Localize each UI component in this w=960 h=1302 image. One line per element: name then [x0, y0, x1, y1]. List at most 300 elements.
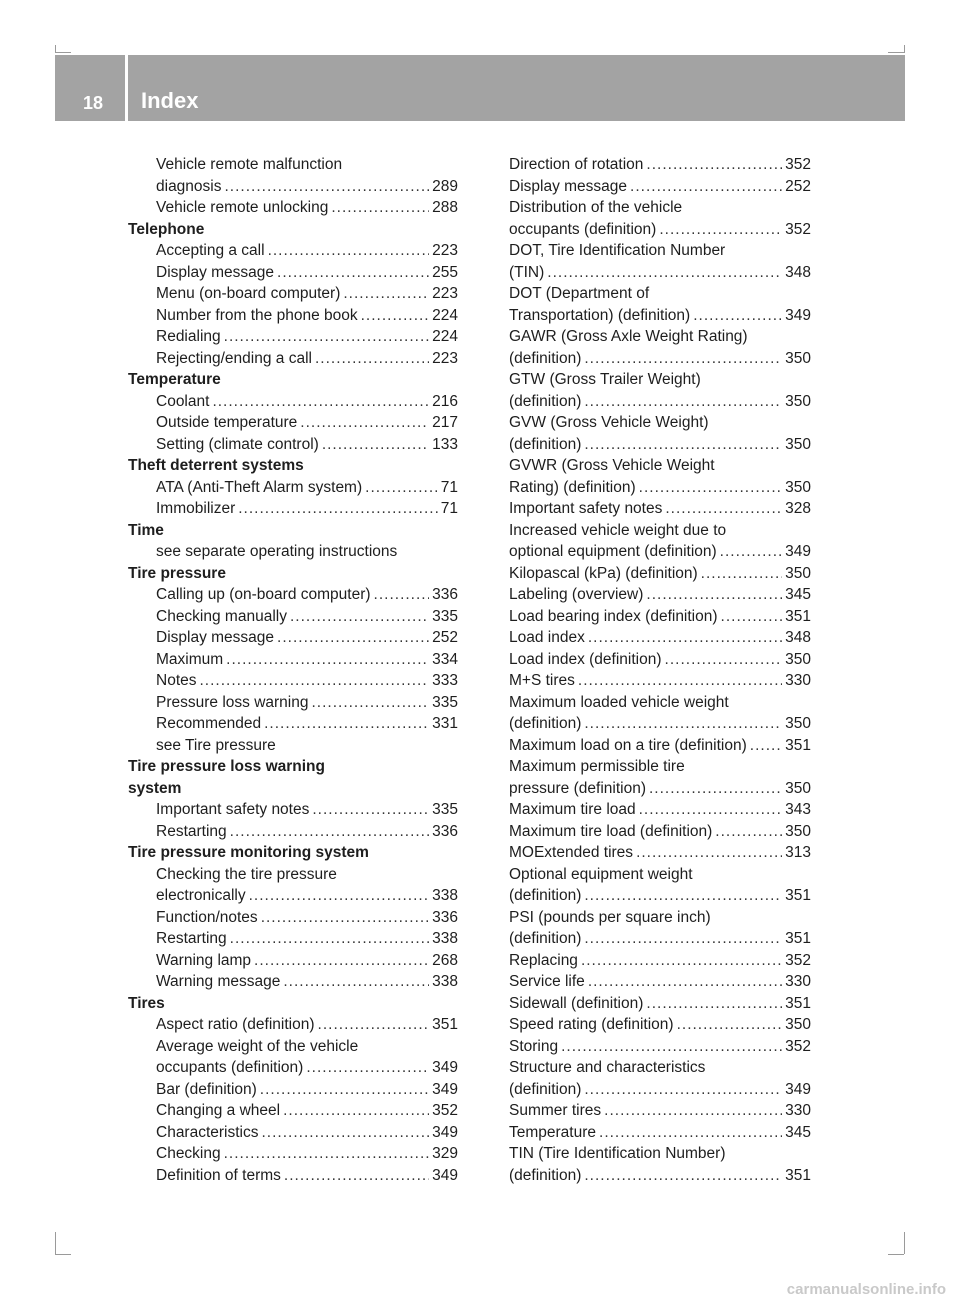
- dot-leader: [639, 799, 783, 821]
- index-entry: [128, 1143, 458, 1165]
- page-reference: 345: [785, 586, 811, 603]
- dot-leader: [750, 735, 782, 757]
- entry-label: Warning lamp: [156, 951, 252, 969]
- entry-label: electronically: [156, 887, 246, 904]
- index-entry: [128, 670, 458, 692]
- page-reference: 350: [785, 435, 811, 453]
- entry-label: optional equipment (definition): [509, 543, 717, 560]
- entry-label: Important safety notes: [509, 500, 663, 517]
- entry-label: Display message: [156, 263, 275, 281]
- page-reference: 336: [432, 586, 458, 603]
- page-reference: 336: [432, 908, 458, 926]
- index-entry: [128, 950, 458, 972]
- entry-label: Maximum tire load: [509, 801, 636, 818]
- page-header: [55, 55, 905, 121]
- entry-label: Changing a wheel: [156, 1102, 281, 1119]
- index-entry: GAWR (Gross Axle Weight Rating): [509, 328, 748, 345]
- entry-label: Warning message: [156, 973, 281, 990]
- index-entry: [128, 305, 458, 327]
- page-reference: 330: [785, 1102, 811, 1119]
- dot-leader: [268, 240, 430, 262]
- entry-label: Checking: [156, 1145, 221, 1162]
- entry-label: Definition of terms: [156, 1166, 281, 1184]
- index-entry: [128, 262, 458, 284]
- page-reference: 349: [432, 1166, 458, 1184]
- index-entry: [509, 154, 811, 176]
- entry-label: Characteristics: [156, 1123, 259, 1141]
- page-reference: 352: [432, 1102, 458, 1119]
- entry-label: Storing: [509, 1037, 559, 1055]
- index-entry: Maximum permissible tire: [509, 758, 685, 775]
- dot-leader: [584, 928, 782, 950]
- entry-label: Checking manually: [156, 607, 287, 625]
- entry-label: (definition): [509, 1166, 582, 1184]
- page-reference: 350: [785, 822, 811, 840]
- index-entry: [128, 176, 458, 198]
- dot-leader: [649, 778, 782, 800]
- index-entry: Increased vehicle weight due to: [509, 521, 727, 539]
- index-entry: Vehicle remote malfunction: [156, 156, 343, 173]
- entry-label: Pressure loss warning: [156, 693, 309, 711]
- entry-label: Maximum tire load (definition): [509, 822, 713, 840]
- page-reference: 223: [432, 242, 458, 259]
- index-entry: [509, 219, 811, 241]
- entry-label: Immobilizer: [156, 500, 236, 517]
- index-entry: [509, 993, 811, 1015]
- dot-leader: [283, 1100, 429, 1122]
- page-reference: 349: [432, 1080, 458, 1098]
- index-entry: [509, 541, 811, 563]
- index-heading: Time: [128, 521, 164, 539]
- page-reference: 289: [432, 177, 458, 195]
- dot-leader: [277, 627, 429, 649]
- entry-label: (definition): [509, 930, 582, 947]
- index-entry: [128, 907, 458, 929]
- page-reference: 350: [785, 715, 811, 732]
- entry-label: Display message: [509, 177, 628, 195]
- index-entry: [509, 1165, 811, 1187]
- index-entry: Maximum loaded vehicle weight: [509, 693, 729, 711]
- page-reference: 351: [785, 930, 811, 947]
- entry-label: Load bearing index (definition): [509, 607, 718, 625]
- entry-label: pressure (definition): [509, 779, 646, 797]
- dot-leader: [311, 692, 429, 714]
- page-reference: 333: [432, 672, 458, 689]
- index-entry: GVW (Gross Vehicle Weight): [509, 414, 709, 431]
- crop-mark-top-left-h: [55, 52, 71, 53]
- page-reference: 351: [785, 994, 811, 1012]
- index-entry: TIN (Tire Identification Number): [509, 1145, 726, 1162]
- entry-label: Rejecting/ending a call: [156, 349, 312, 367]
- dot-leader: [283, 971, 429, 993]
- index-heading: Temperature: [128, 371, 221, 388]
- crop-mark-bottom-left-h: [55, 1254, 71, 1255]
- entry-label: Direction of rotation: [509, 156, 644, 173]
- entry-label: Vehicle remote unlocking: [156, 199, 329, 216]
- entry-label: Calling up (on-board computer): [156, 586, 371, 603]
- page-reference: 338: [432, 887, 458, 904]
- page-number: 18: [83, 93, 104, 113]
- entry-label: Bar (definition): [156, 1080, 257, 1098]
- crop-mark-top-left-v: [55, 45, 56, 53]
- watermark: carmanualsonline.info: [786, 1281, 946, 1298]
- dot-leader: [646, 154, 782, 176]
- index-heading: Theft deterrent systems: [128, 457, 304, 474]
- index-entry: [128, 971, 458, 993]
- dot-leader: [604, 1100, 782, 1122]
- page-reference: 216: [432, 392, 458, 410]
- page-reference: 288: [432, 199, 458, 216]
- entry-label: Function/notes: [156, 908, 258, 926]
- page-reference: 331: [432, 715, 458, 732]
- index-entry: Distribution of the vehicle: [509, 199, 683, 216]
- entry-label: (definition): [509, 715, 582, 732]
- dot-leader: [315, 348, 429, 370]
- dot-leader: [659, 219, 782, 241]
- index-entry: [509, 928, 811, 950]
- dot-leader: [264, 713, 429, 735]
- entry-label: ATA (Anti-Theft Alarm system): [156, 478, 363, 496]
- page-reference: 343: [785, 801, 811, 818]
- entry-label: Load index: [509, 629, 585, 646]
- page-reference: 335: [432, 693, 458, 711]
- page-reference: 348: [785, 629, 811, 646]
- dot-leader: [262, 1122, 430, 1144]
- index-entry: [509, 305, 811, 327]
- entry-label: Display message: [156, 629, 275, 646]
- entry-label: Load index (definition): [509, 650, 662, 668]
- index-entry: GVWR (Gross Vehicle Weight: [509, 457, 715, 474]
- header-divider: [125, 55, 128, 121]
- dot-leader: [277, 262, 429, 284]
- index-entry: [128, 348, 458, 370]
- page-reference: 224: [432, 328, 458, 345]
- entry-label: occupants (definition): [509, 220, 657, 238]
- index-entry: [509, 434, 811, 456]
- entry-label: Maximum: [156, 650, 224, 668]
- dot-leader: [721, 606, 783, 628]
- index-entry: [128, 928, 458, 950]
- entry-label: Speed rating (definition): [509, 1016, 674, 1033]
- entry-label: M+S tires: [509, 672, 575, 689]
- entry-label: (definition): [509, 392, 582, 410]
- crop-mark-bottom-right-v: [904, 1232, 905, 1254]
- index-entry: [128, 649, 458, 671]
- dot-leader: [331, 197, 429, 219]
- index-entry: [128, 283, 458, 305]
- page-reference: 352: [785, 156, 811, 173]
- index-entry: see Tire pressure: [156, 736, 276, 754]
- dot-leader: [361, 305, 430, 327]
- entry-label: Temperature: [509, 1123, 597, 1141]
- index-entry: Checking the tire pressure: [156, 865, 337, 883]
- dot-leader: [584, 885, 782, 907]
- page-reference: 350: [785, 1016, 811, 1033]
- entry-label: Restarting: [156, 930, 227, 947]
- dot-leader: [665, 498, 782, 520]
- page-reference: 350: [785, 650, 811, 668]
- index-entry: [128, 799, 458, 821]
- page-reference: 335: [432, 801, 458, 818]
- index-entry: [128, 240, 458, 262]
- page-reference: 352: [785, 220, 811, 238]
- entry-label: MOExtended tires: [509, 844, 634, 861]
- dot-leader: [584, 348, 782, 370]
- index-entry: [128, 584, 458, 606]
- dot-leader: [584, 434, 782, 456]
- page-reference: 336: [432, 822, 458, 840]
- index-entry: [128, 498, 458, 520]
- index-entry: [128, 821, 458, 843]
- dot-leader: [646, 993, 782, 1015]
- index-entry: [509, 1036, 811, 1058]
- page-reference: 352: [785, 1037, 811, 1055]
- page-reference: 351: [785, 1166, 811, 1184]
- dot-leader: [636, 842, 782, 864]
- dot-leader: [701, 563, 782, 585]
- page-reference: 329: [432, 1145, 458, 1162]
- index-entry: [128, 197, 458, 219]
- index-entry: [128, 713, 458, 735]
- index-entry: [509, 606, 811, 628]
- index-entry: [128, 477, 458, 499]
- index-entry: DOT (Department of: [509, 285, 650, 302]
- dot-leader: [224, 1143, 430, 1165]
- entry-label: (definition): [509, 1080, 582, 1098]
- dot-leader: [224, 326, 429, 348]
- page-reference: 351: [432, 1016, 458, 1033]
- dot-leader: [693, 305, 782, 327]
- index-entry: [128, 692, 458, 714]
- index-entry: [509, 391, 811, 413]
- entry-label: Replacing: [509, 951, 578, 969]
- entry-label: Sidewall (definition): [509, 994, 644, 1012]
- index-entry: PSI (pounds per square inch): [509, 908, 711, 926]
- page-reference: 252: [432, 629, 458, 646]
- dot-leader: [249, 885, 430, 907]
- index-entry: [509, 498, 811, 520]
- index-heading: system: [128, 779, 182, 797]
- index-entry: [128, 434, 458, 456]
- index-heading: Tires: [128, 994, 165, 1012]
- index-entry: [509, 1079, 811, 1101]
- page-reference: 349: [785, 306, 811, 324]
- page-reference: 252: [785, 177, 811, 195]
- index-entry: [128, 885, 458, 907]
- entry-label: Rating) (definition): [509, 478, 636, 496]
- dot-leader: [322, 434, 429, 456]
- index-entry: [128, 606, 458, 628]
- page-reference: 350: [785, 564, 811, 582]
- entry-label: Restarting: [156, 822, 227, 840]
- dot-leader: [300, 412, 429, 434]
- index-entry: [128, 1165, 458, 1187]
- page-reference: 349: [785, 1080, 811, 1098]
- dot-leader: [225, 176, 430, 198]
- crop-mark-top-right-v: [904, 45, 905, 53]
- index-entry: [509, 735, 811, 757]
- index-column-left: [128, 154, 458, 1186]
- section-title: Index: [141, 88, 199, 113]
- page-reference: 350: [785, 349, 811, 367]
- entry-label: Coolant: [156, 392, 210, 410]
- dot-leader: [312, 799, 429, 821]
- dot-leader: [306, 1057, 429, 1079]
- dot-leader: [230, 928, 429, 950]
- index-entry: [128, 1122, 458, 1144]
- dot-leader: [212, 391, 429, 413]
- index-entry: see separate operating instructions: [156, 543, 398, 560]
- page-reference: 352: [785, 951, 811, 969]
- index-heading: Telephone: [128, 220, 205, 238]
- dot-leader: [646, 584, 782, 606]
- dot-leader: [238, 498, 438, 520]
- entry-label: Kilopascal (kPa) (definition): [509, 564, 698, 582]
- page-reference: 255: [432, 263, 458, 281]
- page-reference: 224: [432, 306, 458, 324]
- dot-leader: [665, 649, 783, 671]
- dot-leader: [584, 713, 782, 735]
- entry-label: occupants (definition): [156, 1059, 304, 1076]
- entry-label: Maximum load on a tire (definition): [509, 736, 747, 754]
- entry-label: Menu (on-board computer): [156, 285, 341, 302]
- page-reference: 349: [785, 543, 811, 560]
- page-reference: 338: [432, 930, 458, 947]
- page-reference: 350: [785, 392, 811, 410]
- dot-leader: [677, 1014, 783, 1036]
- entry-label: (definition): [509, 349, 582, 367]
- index-entry: [509, 649, 811, 671]
- dot-leader: [588, 627, 782, 649]
- page-reference: 330: [785, 973, 811, 990]
- index-entry: Optional equipment weight: [509, 865, 693, 883]
- dot-leader: [584, 1079, 782, 1101]
- dot-leader: [547, 262, 782, 284]
- index-entry: [509, 670, 811, 692]
- page-reference: 223: [432, 285, 458, 302]
- dot-leader: [578, 670, 782, 692]
- dot-leader: [588, 971, 782, 993]
- page-reference: 338: [432, 973, 458, 990]
- dot-leader: [254, 950, 429, 972]
- page-reference: 313: [785, 844, 811, 861]
- index-entry: [128, 627, 458, 649]
- index-entry: GTW (Gross Trailer Weight): [509, 371, 701, 388]
- page-reference: 133: [432, 435, 458, 453]
- index-entry: [509, 1100, 811, 1122]
- index-entry: [509, 584, 811, 606]
- index-entry: [509, 885, 811, 907]
- index-entry: [509, 971, 811, 993]
- page-reference: 350: [785, 779, 811, 797]
- index-entry: [128, 326, 458, 348]
- crop-mark-bottom-right-h: [888, 1254, 904, 1255]
- dot-leader: [374, 584, 430, 606]
- entry-label: Outside temperature: [156, 414, 298, 431]
- dot-leader: [318, 1014, 430, 1036]
- index-entry: Structure and characteristics: [509, 1059, 706, 1076]
- page-reference: 351: [785, 887, 811, 904]
- crop-mark-bottom-left-v: [55, 1232, 56, 1254]
- index-entry: DOT, Tire Identification Number: [509, 242, 726, 259]
- index-entry: [128, 412, 458, 434]
- index-entry: [509, 1122, 811, 1144]
- index-entry: [509, 563, 811, 585]
- dot-leader: [261, 907, 429, 929]
- dot-leader: [630, 176, 782, 198]
- index-entry: [509, 627, 811, 649]
- index-column-right: [509, 154, 811, 1186]
- entry-label: (definition): [509, 887, 582, 904]
- page-reference: 268: [432, 951, 458, 969]
- dot-leader: [599, 1122, 782, 1144]
- dot-leader: [343, 283, 429, 305]
- index-entry: [128, 1057, 458, 1079]
- dot-leader: [284, 1165, 429, 1187]
- index-heading: Tire pressure: [128, 564, 226, 582]
- dot-leader: [561, 1036, 782, 1058]
- index-entry: [509, 799, 811, 821]
- dot-leader: [260, 1079, 429, 1101]
- entry-label: Setting (climate control): [156, 435, 319, 453]
- index-entry: Average weight of the vehicle: [156, 1037, 359, 1055]
- page-reference: 335: [432, 607, 458, 625]
- entry-label: Summer tires: [509, 1102, 602, 1119]
- entry-label: Recommended: [156, 715, 262, 732]
- page-reference: 349: [432, 1123, 458, 1141]
- index-heading: Tire pressure monitoring system: [128, 844, 369, 861]
- index-entry: [509, 778, 811, 800]
- dot-leader: [720, 541, 782, 563]
- page-reference: 217: [432, 414, 458, 431]
- index-entry: [509, 821, 811, 843]
- dot-leader: [639, 477, 782, 499]
- index-heading: Tire pressure loss warning: [128, 758, 325, 775]
- index-entry: [128, 1100, 458, 1122]
- entry-label: Notes: [156, 672, 197, 689]
- index-entry: [509, 713, 811, 735]
- page-reference: 71: [440, 500, 458, 517]
- index-entry: [128, 1014, 458, 1036]
- dot-leader: [365, 477, 438, 499]
- dot-leader: [226, 649, 429, 671]
- page-reference: 330: [785, 672, 811, 689]
- dot-leader: [581, 950, 782, 972]
- index-entry: [509, 348, 811, 370]
- page-reference: 345: [785, 1123, 811, 1141]
- page-reference: 223: [432, 349, 458, 367]
- dot-leader: [200, 670, 430, 692]
- index-entry: [509, 176, 811, 198]
- page-reference: 351: [785, 736, 811, 754]
- entry-label: Aspect ratio (definition): [156, 1016, 315, 1033]
- entry-label: Number from the phone book: [156, 306, 358, 324]
- page-reference: 71: [440, 478, 458, 496]
- entry-label: Accepting a call: [156, 242, 265, 259]
- index-entry: [509, 1014, 811, 1036]
- dot-leader: [230, 821, 429, 843]
- entry-label: Redialing: [156, 328, 221, 345]
- index-entry: [128, 391, 458, 413]
- index-entry: [128, 1079, 458, 1101]
- dot-leader: [290, 606, 429, 628]
- page-reference: 334: [432, 650, 458, 668]
- page-reference: 349: [432, 1059, 458, 1076]
- entry-label: (TIN): [509, 263, 545, 281]
- page-reference: 348: [785, 263, 811, 281]
- index-entry: [509, 477, 811, 499]
- dot-leader: [584, 391, 782, 413]
